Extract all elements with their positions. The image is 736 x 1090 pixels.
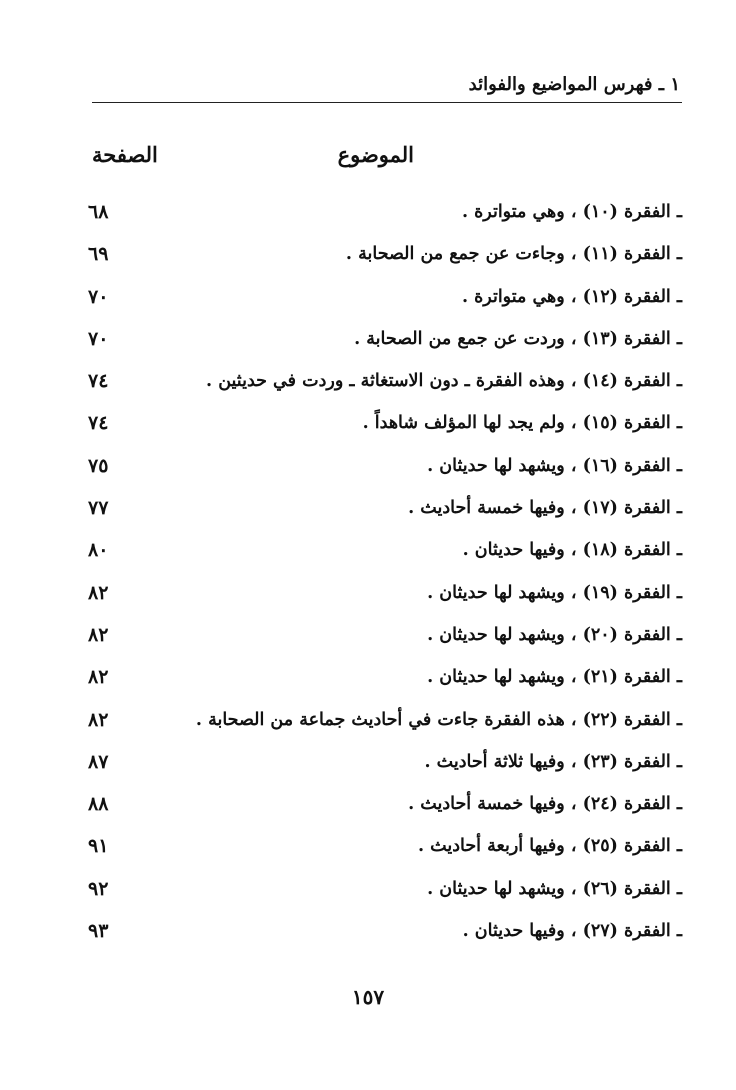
entry-text: ـ الفقرة (١٩) ، ويشهد لها حديثان . — [427, 582, 682, 603]
entry-page-number: ٧٠ — [88, 285, 109, 308]
index-entry — [70, 281, 682, 323]
entry-text: ـ الفقرة (٢٠) ، ويشهد لها حديثان . — [427, 624, 682, 645]
entry-text: ـ الفقرة (٢٥) ، وفيها أربعة أحاديث . — [418, 836, 682, 857]
entry-text: ـ الفقرة (١٢) ، وهي متواترة . — [461, 286, 682, 307]
index-entry — [70, 450, 682, 492]
index-entry — [70, 492, 682, 534]
entry-page-number: ٨٧ — [88, 750, 109, 773]
topic-column-heading: الموضوع — [337, 142, 414, 167]
entry-text: ـ الفقرة (٢٦) ، ويشهد لها حديثان . — [427, 878, 682, 899]
index-entry — [70, 196, 682, 238]
index-entry — [70, 661, 682, 703]
entry-page-number: ٧٤ — [88, 412, 109, 435]
header-title: ١ ـ فهرس المواضيع والفوائد — [468, 74, 680, 95]
entry-text: ـ الفقرة (١٣) ، وردت عن جمع من الصحابة . — [354, 328, 682, 349]
entry-text: ـ الفقرة (١٥) ، ولم يجد لها المؤلف شاهداً . — [362, 413, 682, 434]
index-entry — [70, 407, 682, 449]
entry-text: ـ الفقرة (١٧) ، وفيها خمسة أحاديث . — [408, 498, 682, 519]
index-entry — [70, 323, 682, 365]
index-entry — [70, 577, 682, 619]
entry-page-number: ٨٢ — [88, 666, 109, 689]
index-entry — [70, 746, 682, 788]
entry-page-number: ٩٣ — [88, 920, 109, 943]
entry-text: ـ الفقرة (١٤) ، وهذه الفقرة ـ دون الاستغاثة ـ وردت في حديثين . — [206, 371, 682, 392]
index-entries — [70, 196, 682, 957]
entry-page-number: ٦٩ — [88, 243, 109, 266]
entry-page-number: ٧٧ — [88, 497, 109, 520]
index-entry — [70, 704, 682, 746]
entry-text: ـ الفقرة (٢٢) ، هذه الفقرة جاءت في أحاديث جماعة من الصحابة . — [195, 709, 682, 730]
entry-page-number: ٩٢ — [88, 877, 109, 900]
entry-page-number: ٨٢ — [88, 581, 109, 604]
entry-page-number: ٧٥ — [88, 454, 109, 477]
index-entry — [70, 830, 682, 872]
page-header — [92, 72, 682, 103]
entry-page-number: ٨٢ — [88, 623, 109, 646]
entry-text: ـ الفقرة (١١) ، وجاءت عن جمع من الصحابة . — [345, 244, 682, 265]
page-column-heading: الصفحة — [92, 142, 158, 167]
entry-text: ـ الفقرة (١٦) ، ويشهد لها حديثان . — [427, 455, 682, 476]
page-number: ١٥٧ — [351, 985, 385, 1009]
column-headings — [92, 142, 682, 176]
entry-page-number: ٦٨ — [88, 201, 109, 223]
entry-page-number: ٨٠ — [88, 539, 109, 562]
entry-text: ـ الفقرة (٢٧) ، وفيها حديثان . — [462, 921, 682, 942]
entry-page-number: ٧٠ — [88, 327, 109, 350]
entry-page-number: ٨٨ — [88, 793, 109, 816]
index-entry — [70, 534, 682, 576]
entry-text: ـ الفقرة (٢٤) ، وفيها خمسة أحاديث . — [408, 794, 682, 815]
index-entry — [70, 873, 682, 915]
entry-text: ـ الفقرة (٢٣) ، وفيها ثلاثة أحاديث . — [424, 751, 682, 772]
index-entry — [70, 238, 682, 280]
entry-page-number: ٩١ — [88, 835, 109, 858]
index-entry — [70, 788, 682, 830]
index-entry — [70, 619, 682, 661]
entry-text: ـ الفقرة (١٨) ، وفيها حديثان . — [462, 540, 682, 561]
index-entry — [70, 365, 682, 407]
entry-text: ـ الفقرة (٢١) ، ويشهد لها حديثان . — [427, 667, 682, 688]
entry-page-number: ٨٢ — [88, 708, 109, 731]
entry-text: ـ الفقرة (١٠) ، وهي متواترة . — [461, 202, 682, 222]
entry-page-number: ٧٤ — [88, 370, 109, 393]
index-entry — [70, 915, 682, 957]
